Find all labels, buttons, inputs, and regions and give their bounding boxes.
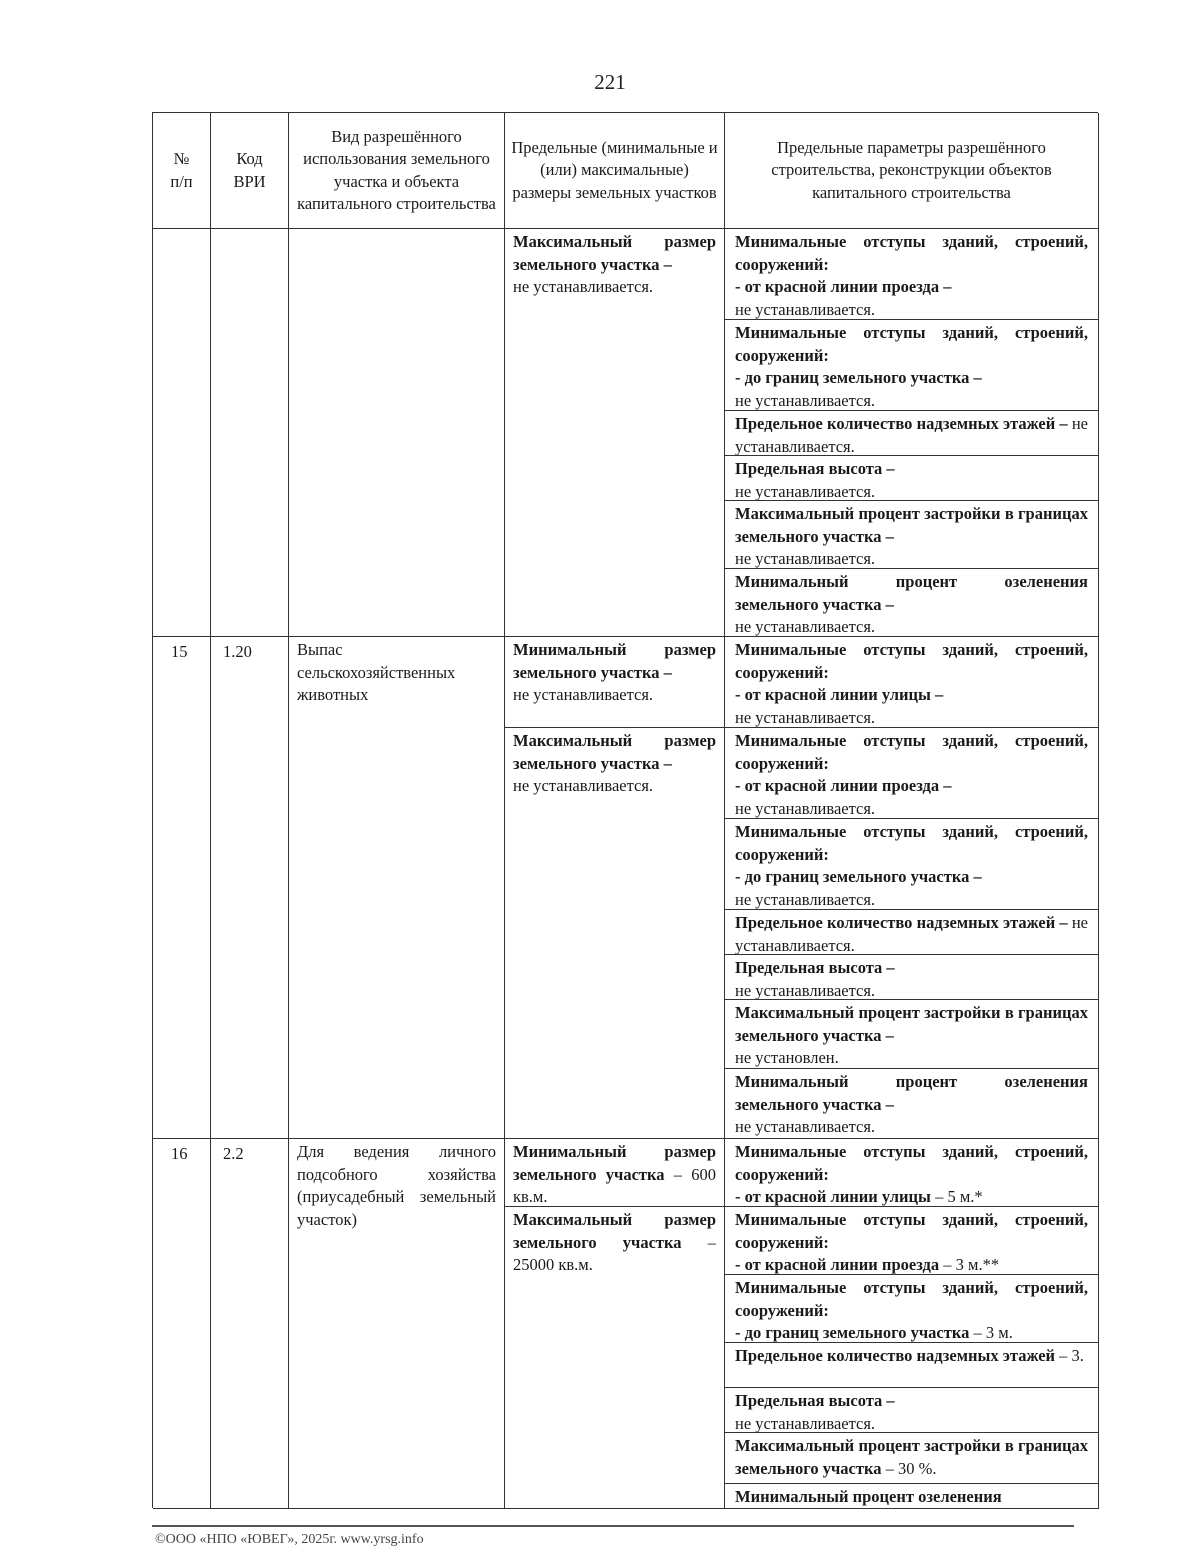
param-value: не устанавливается. [735, 481, 876, 501]
param-title: Минимальные отступы зданий, строений, сооружений: [735, 1142, 1088, 1184]
size-max-value: – 25000 кв.м. [513, 1232, 716, 1274]
header-plot-size: Предельные (минимальные и (или) максимальные) размеры земельных участков [505, 113, 725, 229]
size-max-value: не устанавливается. [513, 776, 654, 795]
param-line: - от красной линии улицы – [735, 685, 944, 704]
param-title: Максимальный процент застройки в границах земельного участка – [735, 504, 1088, 546]
param-title: Предельная высота – [735, 459, 895, 478]
param-value: не установлен. [735, 1048, 839, 1067]
param-cell [725, 910, 1099, 955]
header-number: № п/п [153, 113, 211, 229]
row16-size-min [505, 1139, 725, 1207]
param-value: – 5 м.* [935, 1187, 983, 1206]
param-cell [725, 1000, 1099, 1069]
row16-size-max [505, 1207, 725, 1509]
footer-copyright: ©ООО «НПО «ЮВЕГ», 2025г. www.yrsg.info [155, 1532, 424, 1547]
param-cell [725, 1069, 1099, 1139]
param-title: Максимальный процент застройки в границах земельного участка – [735, 1003, 1088, 1045]
param-value: не устанавливается. [735, 1413, 876, 1433]
row15-use: Выпас сельскохозяйственных животных [289, 637, 505, 1139]
param-title: Минимальный процент озеленения [735, 1487, 1002, 1506]
param-value: не устанавливается. [735, 913, 1088, 955]
param-value: не устанавливается. [735, 414, 1088, 456]
size-max-title: Максимальный размер земельного участка – [513, 232, 716, 274]
param-value: не устанавливается. [735, 390, 876, 410]
param-title: Предельное количество надземных этажей – [735, 913, 1068, 932]
param-value: – 30 %. [885, 1458, 937, 1478]
param-cell [725, 456, 1099, 501]
param-line: - до границ земельного участка – [735, 867, 982, 886]
param-cell [725, 569, 1099, 637]
header-code: Код ВРИ [211, 113, 289, 229]
size-min-title: Минимальный размер земельного участка [513, 1142, 716, 1184]
row15-size-min [505, 637, 725, 728]
param-title: Минимальные отступы зданий, строений, сооружений: [735, 232, 1088, 274]
size-min-value: не устанавливается. [513, 685, 654, 704]
param-line: - от красной линии проезда – [735, 776, 952, 795]
row15-number: 15 [153, 637, 211, 1139]
row15-size-max [505, 728, 725, 1139]
param-cell [725, 1139, 1099, 1207]
param-title: Предельное количество надземных этажей [735, 1346, 1056, 1365]
param-cell [725, 1484, 1099, 1509]
param-title: Минимальные отступы зданий, строений, сооружений: [735, 731, 1088, 773]
param-cell [725, 229, 1099, 320]
param-value: не устанавливается. [735, 889, 876, 909]
param-cell [725, 1207, 1099, 1275]
param-title: Предельная высота – [735, 958, 895, 977]
param-value: не устанавливается. [735, 707, 876, 727]
param-value: – 3 м. [973, 1323, 1013, 1342]
row16-number: 16 [153, 1139, 211, 1509]
param-title: Минимальные отступы зданий, строений, сооружений: [735, 1210, 1088, 1252]
param-title: Минимальные отступы зданий, строений, сооружений: [735, 640, 1088, 682]
param-cell [725, 411, 1099, 456]
param-line: - до границ земельного участка – [735, 368, 982, 387]
prev-use-cell [289, 229, 505, 637]
regulations-table [152, 112, 1098, 1508]
param-value: не устанавливается. [735, 1117, 876, 1136]
size-min-title: Минимальный размер земельного участка – [513, 640, 716, 682]
size-max-title: Максимальный размер земельного участка [513, 1210, 716, 1252]
param-title: Максимальный процент застройки в границах земельного участка [735, 1436, 1088, 1478]
footer-divider [152, 1525, 1074, 1527]
param-value: не устанавливается. [735, 299, 876, 319]
param-cell [725, 819, 1099, 910]
param-value: – 3 м.** [943, 1255, 1000, 1274]
param-line: - от красной линии проезда – [735, 277, 952, 296]
param-line: - до границ земельного участка [735, 1323, 970, 1342]
header-parameters: Предельные параметры разрешённого строительства, реконструкции объектов капитального строительства [725, 113, 1099, 229]
prev-size-max-cell [505, 229, 725, 637]
param-value: – 3. [1059, 1346, 1084, 1365]
param-title: Минимальный процент озеленения земельного участка – [735, 1072, 1088, 1114]
param-cell [725, 1388, 1099, 1433]
param-cell [725, 1275, 1099, 1343]
param-title: Предельное количество надземных этажей – [735, 414, 1068, 433]
param-line: - от красной линии улицы [735, 1187, 931, 1206]
param-cell [725, 955, 1099, 1000]
param-title: Минимальные отступы зданий, строений, сооружений: [735, 1278, 1088, 1320]
param-value: не устанавливается. [735, 549, 876, 568]
page-number: 221 [594, 70, 626, 94]
size-min-value: – 600 кв.м. [513, 1164, 716, 1206]
param-value: не устанавливается. [735, 980, 876, 1000]
size-max-value: не устанавливается. [513, 277, 654, 296]
param-value: не устанавливается. [735, 798, 876, 818]
param-cell [725, 1343, 1099, 1388]
param-cell [725, 637, 1099, 728]
param-cell [725, 501, 1099, 569]
row15-code: 1.20 [211, 637, 289, 1139]
param-title: Предельная высота – [735, 1391, 895, 1410]
param-line: - от красной линии проезда [735, 1255, 940, 1274]
prev-code-cell [211, 229, 289, 637]
header-use: Вид разрешённого использования земельного участка и объекта капитального строительства [289, 113, 505, 229]
param-title: Минимальный процент озеленения земельного участка – [735, 572, 1088, 614]
size-max-title: Максимальный размер земельного участка – [513, 731, 716, 773]
param-title: Минимальные отступы зданий, строений, сооружений: [735, 323, 1088, 365]
param-cell [725, 1433, 1099, 1484]
param-title: Минимальные отступы зданий, строений, сооружений: [735, 822, 1088, 864]
row16-code: 2.2 [211, 1139, 289, 1509]
param-value: не устанавливается. [735, 617, 876, 636]
prev-number-cell [153, 229, 211, 637]
row16-use: Для ведения личного подсобного хозяйства (приусадебный земельный участок) [289, 1139, 505, 1509]
param-cell [725, 320, 1099, 411]
param-cell [725, 728, 1099, 819]
